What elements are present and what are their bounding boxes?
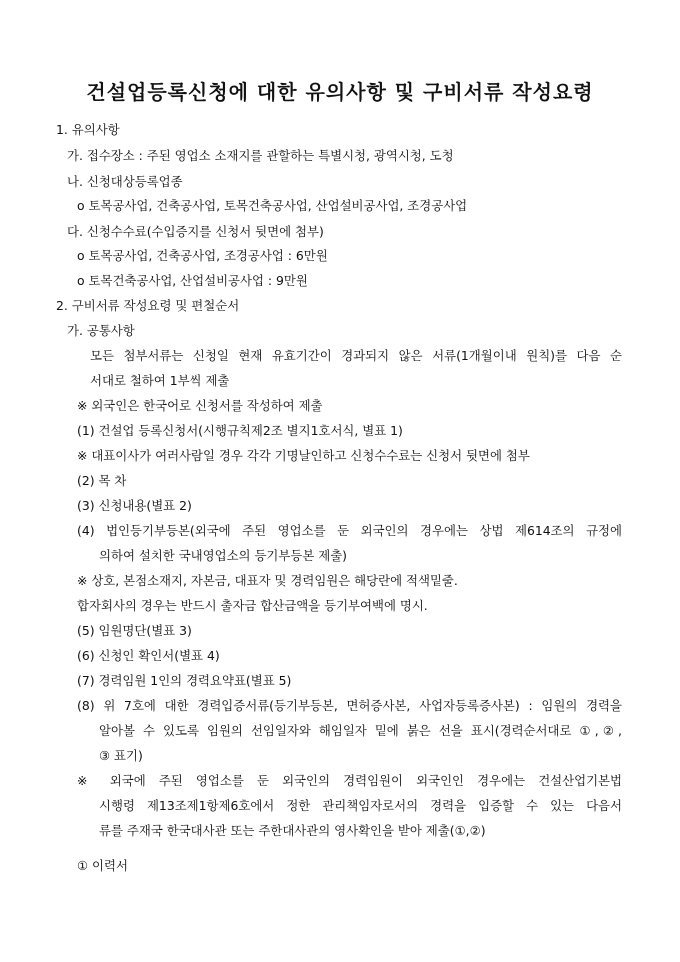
section2-ga: 가. 공통사항	[67, 323, 135, 338]
section1-da-item2: o 토목건축공사업, 산업설비공사업 : 9만원	[77, 273, 308, 288]
item3: (3) 신청내용(별표 2)	[77, 498, 192, 513]
item4-line2: 의하여 설치한 국내영업소의 등기부등본 제출)	[99, 548, 348, 563]
note-trade: ※ 상호, 본점소재지, 자본금, 대표자 및 경력임원은 해당란에 적색밑줄.	[77, 573, 458, 588]
section1-heading: 1. 유의사항	[56, 122, 120, 137]
item8-line1: (8) 위 7호에 대한 경력입증서류(등기부등본, 면허증사본, 사업자등록증사본) : 임원의 경력을	[77, 698, 622, 713]
note-foreigner: ※ 외국인은 한국어로 신청서를 작성하여 제출	[77, 398, 323, 413]
note-executive-line1: ※ 외국에 주된 영업소를 둔 외국인의 경력임원이 외국인인 경우에는 건설산업기본법	[77, 773, 622, 788]
item5: (5) 임원명단(별표 3)	[77, 623, 192, 638]
common-line2: 서대로 철하여 1부씩 제출	[90, 373, 230, 388]
section1-da: 다. 신청수수료(수입증지를 신청서 뒷면에 첨부)	[67, 224, 324, 239]
item8-line2: 알아볼 수 있도록 임원의 선임일자와 해임일자 밑에 붉은 선을 표시(경력순서대로 ①,②,	[99, 723, 622, 738]
section1-da-item1: o 토목공사업, 건축공사업, 조경공사업 : 6만원	[77, 248, 328, 263]
circle-item1: ① 이력서	[77, 858, 128, 873]
note-executive-line3: 류를 주재국 한국대사관 또는 주한대사관의 영사확인을 받아 제출(①,②)	[99, 823, 486, 838]
item2: (2) 목 차	[77, 473, 127, 488]
item1: (1) 건설업 등록신청서(시행규칙제2조 별지1호서식, 별표 1)	[77, 423, 403, 438]
section2-heading: 2. 구비서류 작성요령 및 편철순서	[56, 298, 240, 313]
item8-line3: ③ 표기)	[99, 748, 143, 763]
item4-line1: (4) 법인등기부등본(외국에 주된 영업소를 둔 외국인의 경우에는 상법 제614조의 규정에	[77, 523, 622, 538]
item6: (6) 신청인 확인서(별표 4)	[77, 648, 220, 663]
note-partner: 합자회사의 경우는 반드시 출자금 합산금액을 등기부여백에 명시.	[77, 598, 428, 613]
note-executive-line2: 시행령 제13조제1항제6호에서 정한 관리책임자로서의 경력을 입증할 수 있는 다음서	[99, 798, 622, 813]
common-line1: 모든 첨부서류는 신청일 현재 유효기간이 경과되지 않은 서류(1개월이내 원칙)를 다음 순	[90, 348, 622, 363]
section1-na: 나. 신청대상등록업종	[67, 174, 183, 189]
section1-ga: 가. 접수장소 : 주된 영업소 소재지를 관할하는 특별시청, 광역시청, 도청	[67, 148, 454, 163]
section1-na-item: o 토목공사업, 건축공사업, 토목건축공사업, 산업설비공사업, 조경공사업	[77, 198, 468, 213]
document-title: 건설업등록신청에 대한 유의사항 및 구비서류 작성요령	[86, 80, 594, 104]
item7: (7) 경력임원 1인의 경력요약표(별표 5)	[77, 673, 292, 688]
note-representative: ※ 대표이사가 여러사람일 경우 각각 기명날인하고 신청수수료는 신청서 뒷면에 첨부	[77, 448, 530, 463]
